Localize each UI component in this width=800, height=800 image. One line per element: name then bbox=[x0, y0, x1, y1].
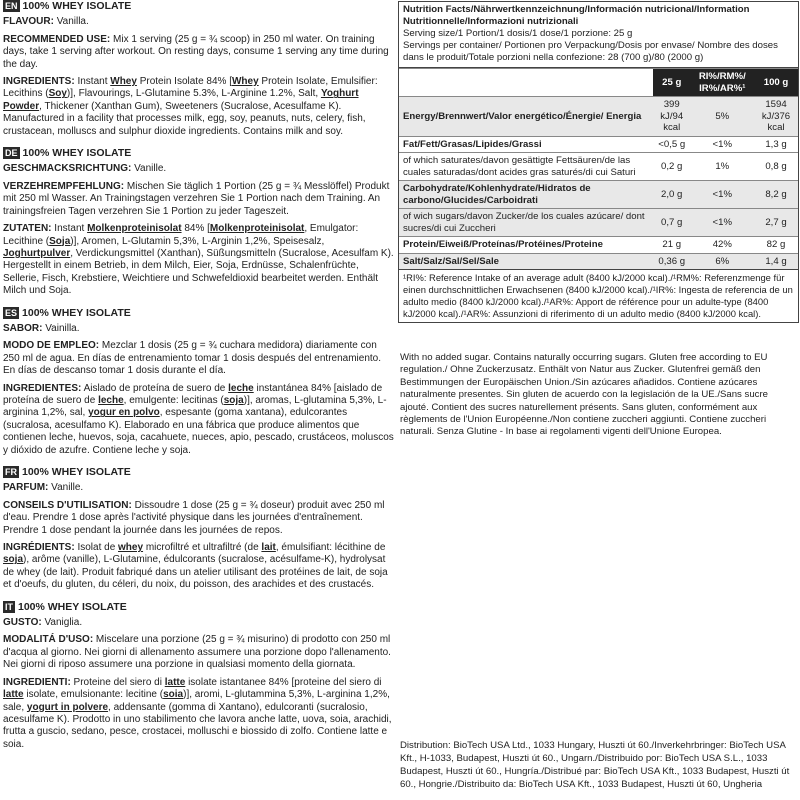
allergen: leche bbox=[228, 382, 254, 394]
value-ri: 1% bbox=[691, 153, 754, 181]
allergen: soja bbox=[223, 394, 244, 406]
usage-paragraph bbox=[3, 500, 396, 537]
usage-paragraph bbox=[3, 34, 396, 71]
ingredients-paragraph bbox=[3, 542, 396, 592]
lang-heading bbox=[3, 147, 396, 159]
usage-text: Mischen Sie täglich 1 Portion (25 g = ¾ Messlöffel) Produkt mit 250 ml Wasser. An Trainingstagen verzehren Sie 1 Portion nach dem Training. An trainingsfreien Tagen verzehren Sie 1 Portion zu jeder Tageszeit. bbox=[3, 180, 390, 217]
column-header: 25 g bbox=[653, 69, 691, 97]
flavour-label: PARFUM: bbox=[3, 482, 49, 494]
ingredients-paragraph bbox=[3, 223, 396, 297]
product-title: 100% WHEY ISOLATE bbox=[22, 306, 131, 319]
usage-text: Mix 1 serving (25 g = ¾ scoop) in 250 ml water. On training days, take 1 serving after workout. On resting days, consume 1 serving any time during the day. bbox=[3, 33, 389, 70]
value-per-serving: 2,0 g bbox=[653, 181, 691, 209]
value-ri: <1% bbox=[691, 136, 754, 153]
ingredients-paragraph bbox=[3, 76, 396, 138]
flavour-line bbox=[3, 617, 396, 629]
product-title: 100% WHEY ISOLATE bbox=[22, 0, 132, 12]
value-ri: <1% bbox=[691, 209, 754, 237]
table-header-row bbox=[399, 69, 798, 97]
flavour-label: GESCHMACKSRICHTUNG: bbox=[3, 163, 132, 175]
value-per-100g: 2,7 g bbox=[754, 209, 798, 237]
nutrition-footnote: ¹RI%: Reference Intake of an average adult (8400 kJ/2000 kcal)./¹RM%: Referenzmenge für einen durchschnittlichen Erwachsenen (8400 kJ/2000 kcal)./¹IR%: Ingesta de referencia de un adulto medio (8400 kJ/2000 kcal)./¹AR%: Apport de référence pour un adulte-type (8400 kJ/2000 kcal)./¹AR%: Assunzioni di riferimento di un adulto medio (8400 kJ/2000 kcal). bbox=[399, 269, 798, 322]
allergen: leche bbox=[98, 394, 124, 406]
ingredients-label: ZUTATEN: bbox=[3, 223, 52, 235]
ingredients-text: )], aromi, L-glutammina 5,3%, L-arginina 1,2%, sale, bbox=[3, 689, 390, 713]
flavour-line bbox=[3, 163, 396, 175]
value-per-serving: <0,5 g bbox=[653, 136, 691, 153]
ingredients-text: ), arôme (vanille), L-Glutamine, édulcorants (sucralose, acésulfame-K), hydrolysat de whey (de lait). Produit fabriqué dans un atelier utilisant des protéines de lait, de soja et d'oeufs, du gluten, du céleri, du noix, du poisson, des arachides et des crustacés. bbox=[3, 554, 388, 591]
value-per-100g: 82 g bbox=[754, 237, 798, 254]
lang-heading bbox=[3, 0, 396, 12]
ingredients-label: INGREDIENTES: bbox=[3, 382, 82, 394]
serving-size: Serving size/1 Portion/1 dosis/1 dose/1 porzione: 25 g bbox=[403, 28, 633, 39]
value-ri: 6% bbox=[691, 253, 754, 269]
table-row bbox=[399, 209, 798, 237]
lang-heading bbox=[3, 466, 396, 478]
usage-text: Mezclar 1 dosis (25 g = ¾ cuchara medidora) diariamente con 250 ml de agua. En días de entrenamiento tomar 1 dosis después del entrenamiento. En días de descanso tomar 1 dosis durante el día. bbox=[3, 340, 382, 377]
value-ri: 5% bbox=[691, 97, 754, 137]
allergen: Joghurtpulver bbox=[3, 247, 71, 259]
lang-badge: FR bbox=[5, 467, 17, 478]
product-title: 100% WHEY ISOLATE bbox=[22, 466, 131, 478]
ingredients-text: , émulsifiant: lécithine de bbox=[275, 542, 386, 554]
ingredients-text: isolate, emulsionante: lecitine ( bbox=[23, 689, 164, 701]
ingredients-text: , Verdickungsmittel (Xanthan), Süßungsmitteln (Sucralose, Acesulfam K). Hergestellt in einem Betrieb, in dem Milch, Eier, Soja, Erdnüsse, Schalenfrüchte, Sellerie, Fisch, Krebstiere, Weichtiere und Schwefeldioxid bearbeitet werden. Enthält Milch und Soja. bbox=[3, 247, 394, 297]
nutrient-name: Energy/Brennwert/Valor energético/Énergie/ Energia bbox=[399, 97, 653, 137]
allergen: latte bbox=[164, 676, 186, 688]
product-title: 100% WHEY ISOLATE bbox=[18, 600, 127, 613]
column-header: RI%/RM%/ IR%/AR%¹ bbox=[691, 69, 754, 97]
allergen: yogurt in polvere bbox=[26, 701, 109, 713]
lang-block-es bbox=[3, 307, 396, 457]
flavour-line bbox=[3, 16, 396, 28]
nutrient-name: Salt/Salz/Sal/Sel/Sale bbox=[399, 253, 653, 269]
blank-header-cell bbox=[399, 69, 653, 97]
ingredients-text: 84% [ bbox=[181, 223, 210, 235]
ingredients-label: INGREDIENTI: bbox=[3, 676, 71, 688]
flavour-value: Vanilla. bbox=[53, 16, 89, 28]
ingredients-label: INGRÉDIENTS: bbox=[3, 542, 75, 554]
lang-badge: IT bbox=[5, 601, 13, 612]
language-sections bbox=[3, 0, 396, 760]
value-per-serving: 399 kJ/94 kcal bbox=[653, 97, 691, 137]
value-per-100g: 0,8 g bbox=[754, 153, 798, 181]
sugar-gluten-claims: With no added sugar. Contains naturally occurring sugars. Gluten free according to EU regulation./ Ohne Zuckerzusatz. Enthält von Natur aus Zucker. Glutenfrei gemäß den Bestimmungen der Europäischen Union./Sin azúcares añadidos. Contiene azúcares naturalmente presentes. Sin gluten de acuerdo con la legislación de la UE./Sans sucre ajouté. Contient des sucres naturellement présents. Sans gluten, conformément aux règlements de l'Union Européenne./Non contiene zuccheri aggiunti. Contiene zuccheri naturali. Senza Glutine - In base ai regolamenti vigenti dell'Unione Europea. bbox=[400, 352, 768, 438]
usage-text: Dissoudre 1 dose (25 g = ¾ doseur) produit avec 250 ml d'eau. Prendre 1 dose après l'activité physique dans les journées d'entraînement. Prendre 1 dose pendant la journée dans les journées de repos. bbox=[3, 499, 385, 536]
flavour-value: Vanille. bbox=[131, 163, 167, 175]
nutrient-name: Carbohydrate/Kohlenhydrate/Hidratos de carbono/Glucides/Carboidrati bbox=[399, 181, 653, 209]
value-per-serving: 0,7 g bbox=[653, 209, 691, 237]
allergen: Whey bbox=[231, 76, 259, 88]
nutrient-name: Protein/Eiweiß/Proteínas/Protéines/Proteine bbox=[399, 237, 653, 254]
usage-paragraph bbox=[3, 340, 396, 377]
usage-label: MODO DE EMPLEO: bbox=[3, 340, 100, 352]
ingredients-text: Aislado de proteína de suero de bbox=[81, 382, 229, 394]
nutrient-name: Fat/Fett/Grasas/Lipides/Grassi bbox=[399, 136, 653, 153]
allergen: Molkenproteinisolat bbox=[87, 223, 182, 235]
value-per-serving: 0,36 g bbox=[653, 253, 691, 269]
allergen: Whey bbox=[110, 76, 137, 88]
ingredients-text: Protein Isolate, Emulsifier: Lecithins ( bbox=[3, 76, 378, 100]
flavour-label: SABOR: bbox=[3, 322, 43, 334]
lang-heading bbox=[3, 307, 396, 319]
ingredients-text: Protein Isolate 84% [ bbox=[136, 76, 232, 88]
allergen: soia bbox=[163, 689, 184, 701]
usage-label: CONSEILS D'UTILISATION: bbox=[3, 499, 132, 511]
lang-block-de bbox=[3, 147, 396, 297]
nutrition-title: Nutrition Facts/Nährwertkennzeichnung/Información nutricional/Information Nutritionnelle/Informazioni nutrizionali bbox=[403, 4, 750, 27]
ingredients-label: INGREDIENTS: bbox=[3, 76, 75, 88]
ingredients-text: , addensante (gomma di Xantano), edulcoranti (sucralosio, acesulfame K). Prodotto in uno stabilimento che lavora anche latte, uova, soia, arachidi, frutta a guscio, sedano, pesce, crostacei, molluschi e biossido di zolfo. Contiene latte e soia. bbox=[3, 701, 392, 750]
allergen: Molkenproteinisolat bbox=[209, 223, 305, 235]
ingredients-text: , emulgente: lecitinas ( bbox=[123, 394, 224, 406]
ingredients-text: Proteine del siero di bbox=[70, 676, 165, 688]
allergen: yogur en polvo bbox=[88, 407, 160, 419]
ingredients-text: microfiltré et ultrafiltré (de bbox=[143, 542, 262, 554]
ingredients-text: Instant bbox=[74, 76, 111, 88]
allergen: whey bbox=[118, 542, 144, 554]
ingredients-text: )], Aromen, L-Glutamin 5,3%, L-Arginin 1,2%, Speisesalz, bbox=[70, 235, 325, 247]
flavour-line bbox=[3, 482, 396, 494]
lang-heading bbox=[3, 601, 396, 613]
ingredients-text: Isolat de bbox=[74, 542, 119, 554]
lang-block-it bbox=[3, 601, 396, 751]
nutrient-name: of which saturates/davon gesättigte Fettsäuren/de las cuales saturadas/dont acides gras saturés/di cui Saturi bbox=[399, 153, 653, 181]
table-row bbox=[399, 97, 798, 137]
value-per-serving: 0,2 g bbox=[653, 153, 691, 181]
nutrition-header bbox=[399, 2, 798, 68]
ingredients-text: isolate istantanee 84% [proteine del siero di bbox=[185, 676, 382, 688]
value-per-100g: 1,3 g bbox=[754, 136, 798, 153]
lang-block-fr bbox=[3, 466, 396, 592]
nutrition-table bbox=[399, 68, 798, 269]
allergen: Yoghurt Powder bbox=[3, 88, 359, 112]
ingredients-text: instantánea 84% [aislado de proteína de suero de bbox=[3, 382, 383, 406]
ingredients-paragraph bbox=[3, 677, 396, 751]
usage-paragraph bbox=[3, 634, 396, 671]
usage-label: VERZEHREMPFEHLUNG: bbox=[3, 180, 125, 192]
nutrient-name: of wich sugars/davon Zucker/de los cuales azúcare/ dont sucres/di cui Zuccheri bbox=[399, 209, 653, 237]
flavour-label: FLAVOUR: bbox=[3, 16, 54, 28]
allergen: Soja bbox=[49, 235, 71, 247]
ingredients-text: , espesante (goma xantana), edulcorantes (sucralosa, acesulfamo K). Elaborado en una fábrica que produce alimentos que contienen leche, huevos, soja, cacahuete, nueces, apio, pescado, crustáceos, moluscos y dióxido de azufre. Contiene leche y soja. bbox=[3, 407, 394, 456]
ingredients-text: )], aromas, L-glutamina 5,3%, L-arginina 1,2%, sal, bbox=[3, 394, 387, 419]
flavour-value: Vanille. bbox=[48, 482, 84, 494]
allergen: latte bbox=[3, 689, 24, 701]
table-row bbox=[399, 253, 798, 269]
usage-paragraph bbox=[3, 181, 396, 218]
value-ri: <1% bbox=[691, 181, 754, 209]
column-header: 100 g bbox=[754, 69, 798, 97]
table-row bbox=[399, 153, 798, 181]
servings-per-container: Servings per container/ Portionen pro Verpackung/Dosis por envase/ Nombre des doses dans le produit/Totale porzioni nella confezione: 28 (700 g)/80 (2000 g) bbox=[403, 40, 778, 63]
flavour-value: Vainilla. bbox=[42, 322, 80, 334]
product-title: 100% WHEY ISOLATE bbox=[22, 147, 132, 160]
lang-block-en bbox=[3, 0, 396, 138]
ingredients-text: , Thickener (Xanthan Gum), Sweeteners (Sucralose, Acesulfame K). Manufactured in a facility that processes milk, egg, soy, peanuts, nuts, celery, fish, crustacean, molluscs and sulphur dioxide ingredients. Contains milk and soy. bbox=[3, 100, 366, 137]
value-ri: 42% bbox=[691, 237, 754, 254]
usage-label: MODALITÁ D'USO: bbox=[3, 634, 94, 646]
value-per-100g: 1,4 g bbox=[754, 253, 798, 269]
flavour-line bbox=[3, 323, 396, 335]
allergen: lait bbox=[261, 542, 276, 554]
lang-badge: ES bbox=[5, 307, 18, 318]
lang-badge: DE bbox=[5, 148, 18, 159]
table-row bbox=[399, 136, 798, 153]
lang-badge: EN bbox=[5, 1, 18, 12]
usage-label: RECOMMENDED USE: bbox=[3, 33, 111, 45]
value-per-serving: 21 g bbox=[653, 237, 691, 254]
usage-text: Miscelare una porzione (25 g = ¾ misurino) di prodotto con 250 ml d'acqua al giorno. Nei giorni di allenamento assumere una porzione dopo l'allenamento. Nei giorni di riposo assumere una porzione in qualsiasi momento della giornata. bbox=[3, 634, 391, 671]
table-row bbox=[399, 237, 798, 254]
table-row bbox=[399, 181, 798, 209]
ingredients-paragraph bbox=[3, 383, 396, 457]
ingredients-text: )], Flavourings, L-Glutamine 5.3%, L-Arginine 1.2%, Salt, bbox=[66, 88, 321, 100]
allergen: soja bbox=[3, 554, 24, 566]
flavour-value: Vaniglia. bbox=[41, 617, 83, 629]
ingredients-text: , Emulgator: Lecithine ( bbox=[3, 223, 359, 247]
ingredients-text: Instant bbox=[51, 223, 88, 235]
value-per-100g: 1594 kJ/376 kcal bbox=[754, 97, 798, 137]
value-per-100g: 8,2 g bbox=[754, 181, 798, 209]
allergen: Soy bbox=[48, 88, 67, 100]
distribution-info: Distribution: BioTech USA Ltd., 1033 Hungary, Huszti út 60./Inverkehrbringer: BioTech USA Kft., H-1033, Budapest, Huszti út 60., Ungarn./Distribuido por: BioTech USA S.L., 1033 Budapest, Huszti út 60., Hungría./Distribué par: BioTech USA Kft., 1033 Budapest, Huszti út 60., Hongrie./Distribuito da: BioTech USA Kft., 1033 Budapest, Huszti út 60, Ungheria bbox=[400, 740, 790, 790]
flavour-label: GUSTO: bbox=[3, 617, 42, 629]
nutrition-facts-panel bbox=[398, 1, 799, 323]
